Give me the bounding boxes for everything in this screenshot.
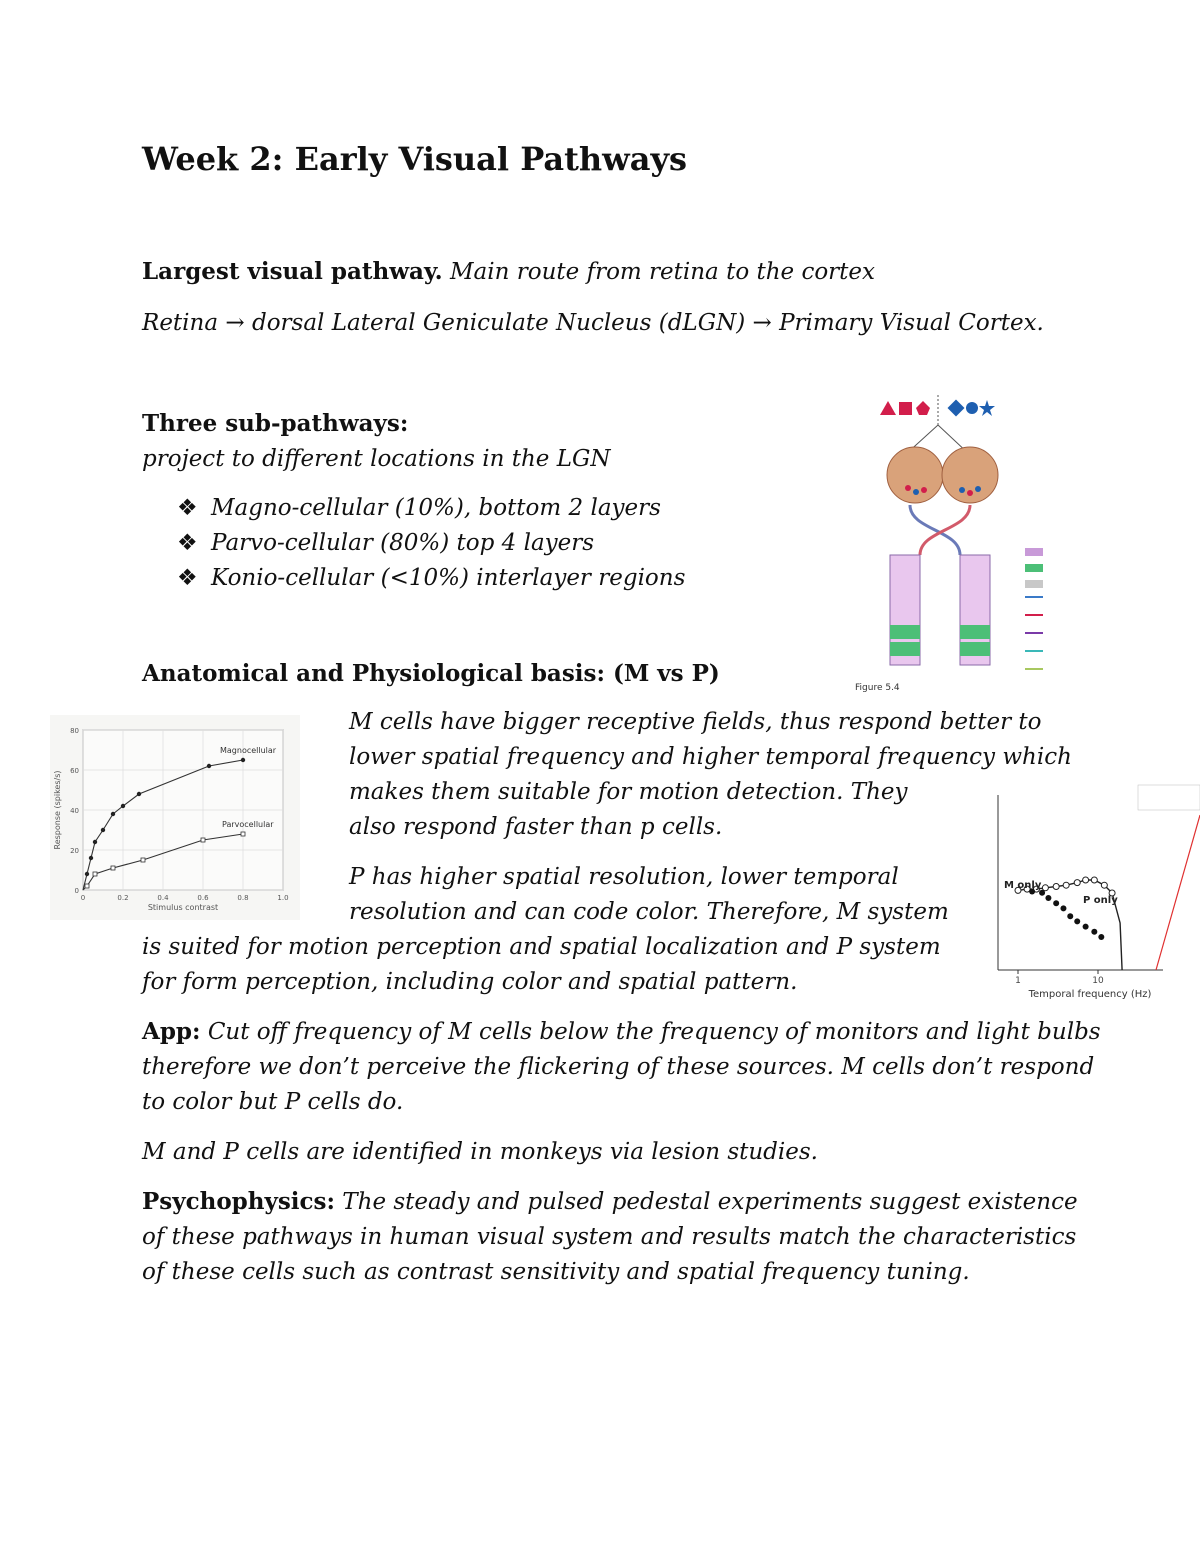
x-tick-label: 10 [1092, 976, 1104, 986]
data-point [1091, 877, 1097, 883]
x-tick-label: 1.0 [277, 894, 289, 902]
p-cells-line: for form perception, including color and spatial pattern. [142, 969, 798, 995]
data-point [241, 758, 245, 762]
app-line: therefore we don’t perceive the flickering of these sources. M cells don’t respond [142, 1054, 1095, 1080]
x-axis-label: Stimulus contrast [147, 903, 219, 912]
data-point [201, 838, 205, 842]
m-cells-line: M cells have bigger receptive fields, thus respond better to [349, 709, 1042, 735]
y-tick-label: 40 [70, 807, 79, 815]
lesion-line: M and P cells are identified in monkeys via lesion studies. [142, 1139, 818, 1165]
data-point [241, 832, 245, 836]
route-line [142, 309, 1044, 337]
data-point [1063, 882, 1069, 888]
lgn-right [960, 555, 990, 665]
page-title: Week 2: Early Visual Pathways [142, 140, 688, 178]
x-tick-label: 0.2 [117, 894, 129, 902]
data-point [111, 866, 115, 870]
legend-parvocellular: Parvocellular [222, 820, 274, 829]
psycho-line: of these pathways in human visual system and results match the characteristics [142, 1224, 1077, 1250]
route-dlgn: dorsal Lateral Geniculate Nucleus (dLGN) [251, 310, 746, 336]
list-item: ❖ Magno-cellular (10%), bottom 2 layers [177, 495, 661, 521]
app-line: App: Cut off frequency of M cells below the frequency of monitors and light bulbs [142, 1018, 1101, 1045]
psycho-label: Psychophysics: [142, 1188, 335, 1215]
data-point [111, 812, 115, 816]
x-tick-label: 0.4 [157, 894, 169, 902]
arrow-icon: → [225, 310, 245, 336]
p-cells-line: P has higher spatial resolution, lower temporal [349, 864, 899, 890]
data-point [1053, 884, 1059, 890]
figure-label: Figure 5.4 [855, 683, 900, 693]
x-axis-label: Temporal frequency (Hz) [1028, 989, 1152, 1000]
data-point [101, 828, 105, 832]
data-point [1060, 905, 1066, 911]
data-point [85, 884, 89, 888]
psycho-line: of these cells such as contrast sensitivity and spatial frequency tuning. [142, 1259, 970, 1285]
x-tick-label: 0.6 [197, 894, 209, 902]
temporal-frequency-chart [988, 775, 1200, 1005]
largest-pathway-desc: Main route from retina to the cortex [450, 259, 876, 285]
psycho-line: Psychophysics: The steady and pulsed pedestal experiments suggest existence [142, 1188, 1078, 1215]
diamond-bullet-icon: ❖ [177, 530, 198, 556]
data-point [207, 764, 211, 768]
data-point [1091, 929, 1097, 935]
app-label: App: [142, 1018, 201, 1045]
y-axis-label: Response (spikes/s) [53, 770, 62, 850]
data-point [1083, 877, 1089, 883]
data-point [121, 804, 125, 808]
diamond-bullet-icon: ❖ [177, 495, 198, 521]
data-point [1067, 913, 1073, 919]
visual-field-shapes [880, 395, 995, 455]
data-point [1042, 885, 1048, 891]
data-point [89, 856, 93, 860]
m-cells-line: makes them suitable for motion detection. They [349, 779, 908, 805]
route-v1: Primary Visual Cortex. [779, 310, 1044, 336]
list-item: ❖ Parvo-cellular (80%) top 4 layers [177, 530, 595, 556]
lgn-pathway-figure [850, 370, 1100, 695]
p-cells-line: resolution and can code color. Therefore, M system [349, 899, 949, 925]
anatomy-heading: Anatomical and Physiological basis: (M vs P) [142, 660, 720, 687]
data-point [93, 840, 97, 844]
diamond-bullet-icon: ❖ [177, 565, 198, 591]
lgn-left [890, 555, 920, 665]
data-point [1045, 895, 1051, 901]
x-tick-label: 0 [80, 894, 86, 902]
y-tick-label: 20 [70, 847, 79, 855]
largest-pathway-label: Largest visual pathway. [142, 258, 443, 285]
largest-pathway-line [142, 258, 875, 286]
y-tick-label: 60 [70, 767, 79, 775]
list-item: ❖ Konio-cellular (<10%) interlayer regions [177, 565, 686, 591]
m-cells-line: also respond faster than p cells. [349, 814, 723, 840]
data-point [1098, 934, 1104, 940]
data-point [1083, 924, 1089, 930]
legend-m-only: M only [1004, 880, 1042, 891]
data-point [137, 792, 141, 796]
data-point [1074, 918, 1080, 924]
subpathways-sub: project to different locations in the LGN [142, 446, 611, 472]
app-line: to color but P cells do. [142, 1089, 404, 1115]
data-point [85, 872, 89, 876]
subpathways-heading: Three sub-pathways: [142, 410, 409, 437]
p-cells-line: is suited for motion perception and spatial localization and P system [142, 934, 941, 960]
legend-magnocellular: Magnocellular [220, 746, 277, 755]
optic-tracts [910, 505, 970, 555]
data-point [1101, 882, 1107, 888]
x-tick-label: 1 [1015, 976, 1021, 986]
m-cells-line: lower spatial frequency and higher temporal frequency which [349, 744, 1072, 770]
figure-legend [1025, 548, 1043, 669]
y-tick-label: 80 [70, 727, 79, 735]
x-tick-label: 0.8 [237, 894, 249, 902]
data-point [141, 858, 145, 862]
legend-p-only: P only [1083, 895, 1118, 906]
data-point [1074, 880, 1080, 886]
y-tick-label: 0 [74, 887, 79, 895]
data-point [1053, 900, 1059, 906]
data-point [93, 872, 97, 876]
route-retina: Retina [142, 310, 219, 336]
arrow-icon: → [752, 310, 772, 336]
contrast-response-chart [50, 715, 300, 920]
eyes [887, 447, 998, 503]
